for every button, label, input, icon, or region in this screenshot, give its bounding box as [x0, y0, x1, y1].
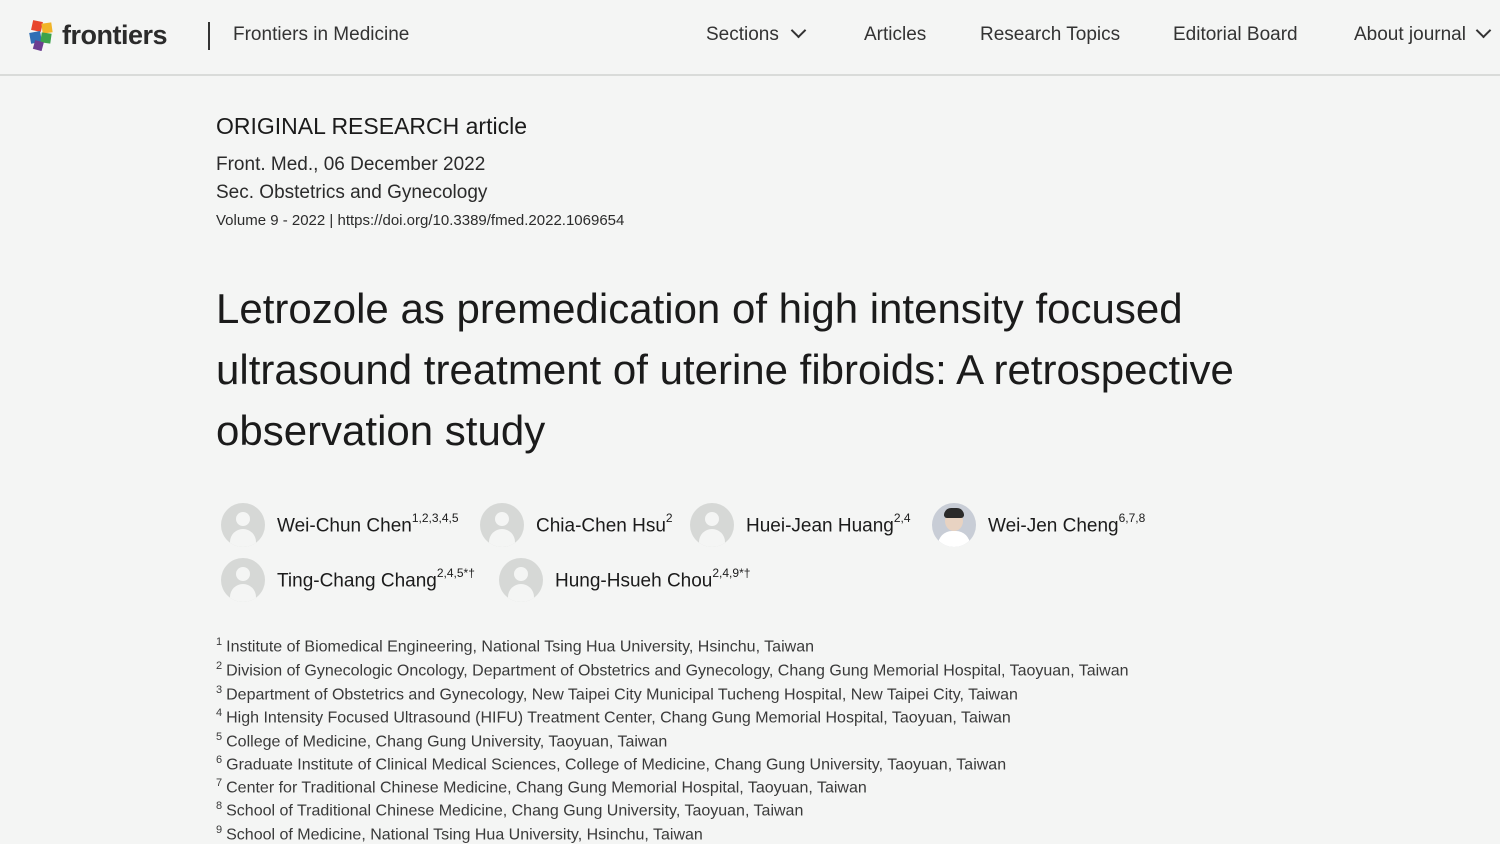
frontiers-logo[interactable]: [28, 18, 167, 52]
chevron-down-icon: [1476, 23, 1492, 39]
nav-editorial-board[interactable]: Editorial Board: [1173, 24, 1298, 45]
journal-date: Front. Med., 06 December 2022: [216, 154, 486, 175]
nav-articles[interactable]: Articles: [864, 24, 927, 45]
article-title: Letrozole as premedication of high intensity focused ultrasound treatment of uterine fibroids: A retrospective observation study: [216, 285, 1234, 454]
affiliation-item: $^1$ Institute of Biomedical Engineering, National Tsing Hua University, Hsinchu, Taiwan: [216, 636, 814, 656]
avatar-placeholder-icon: [499, 558, 543, 602]
author-link[interactable]: [221, 503, 459, 547]
author-name: Wei-Jen Cheng$^{6,7,8}$: [988, 510, 1146, 537]
journal-name-link[interactable]: Frontiers in Medicine: [233, 24, 410, 45]
nav-research-topics[interactable]: Research Topics: [980, 24, 1121, 45]
author-link[interactable]: [932, 503, 1145, 547]
nav-sections[interactable]: [706, 24, 804, 46]
affiliation-item: $^3$ Department of Obstetrics and Gynecology, New Taipei City Municipal Tucheng Hospital, New Taipei City, Taiwan: [216, 684, 1018, 704]
top-navigation-bar: [0, 0, 1500, 76]
affiliation-item: $^5$ College of Medicine, Chang Gung University, Taoyuan, Taiwan: [216, 731, 668, 751]
nav-sections-label: Sections: [706, 24, 779, 45]
author-name: Hung-Hsueh Chou$^{2,4,9*\dagger}$: [555, 565, 751, 592]
brand-name: frontiers: [62, 19, 168, 50]
author-name: Chia-Chen Hsu$^2$: [536, 510, 673, 537]
article-type: ORIGINAL RESEARCH article: [216, 113, 527, 139]
avatar-placeholder-icon: [221, 558, 265, 602]
volume-doi[interactable]: Volume 9 - 2022 | https://doi.org/10.3389/fmed.2022.1069654: [216, 212, 625, 229]
affiliation-item: $^2$ Division of Gynecologic Oncology, Department of Obstetrics and Gynecology, Chang Gung Memorial Hospital, Taoyuan, Taiwan: [216, 660, 1129, 680]
article-section[interactable]: Sec. Obstetrics and Gynecology: [216, 182, 488, 203]
author-link[interactable]: [221, 558, 475, 602]
author-link[interactable]: [690, 503, 911, 547]
author-name: Ting-Chang Chang$^{2,4,5*\dagger}$: [277, 565, 475, 592]
nav-about-journal[interactable]: [1354, 24, 1489, 46]
avatar-placeholder-icon: [221, 503, 265, 547]
avatar-placeholder-icon: [480, 503, 524, 547]
affiliation-item: $^4$ High Intensity Focused Ultrasound (HIFU) Treatment Center, Chang Gung Memorial Hospital, Taoyuan, Taiwan: [216, 707, 1011, 727]
author-name: Huei-Jean Huang$^{2,4}$: [746, 510, 911, 537]
author-name: Wei-Chun Chen$^{1,2,3,4,5}$: [277, 510, 459, 537]
chevron-down-icon: [791, 23, 807, 39]
affiliation-item: $^8$ School of Traditional Chinese Medicine, Chang Gung University, Taoyuan, Taiwan: [216, 800, 804, 820]
nav-about-journal-label: About journal: [1354, 24, 1466, 45]
header-divider: [208, 22, 210, 50]
author-photo-avatar: [932, 503, 976, 547]
avatar-placeholder-icon: [690, 503, 734, 547]
affiliation-item: $^6$ Graduate Institute of Clinical Medical Sciences, College of Medicine, Chang Gung University, Taoyuan, Taiwan: [216, 754, 1007, 774]
affiliation-item: $^7$ Center for Traditional Chinese Medicine, Chang Gung Memorial Hospital, Taoyuan, Taiwan: [216, 777, 867, 797]
affiliation-item: $^9$ School of Medicine, National Tsing Hua University, Hsinchu, Taiwan: [216, 824, 703, 844]
frontiers-logo-icon: [28, 19, 56, 51]
author-link[interactable]: [480, 503, 673, 547]
author-link[interactable]: [499, 558, 750, 602]
